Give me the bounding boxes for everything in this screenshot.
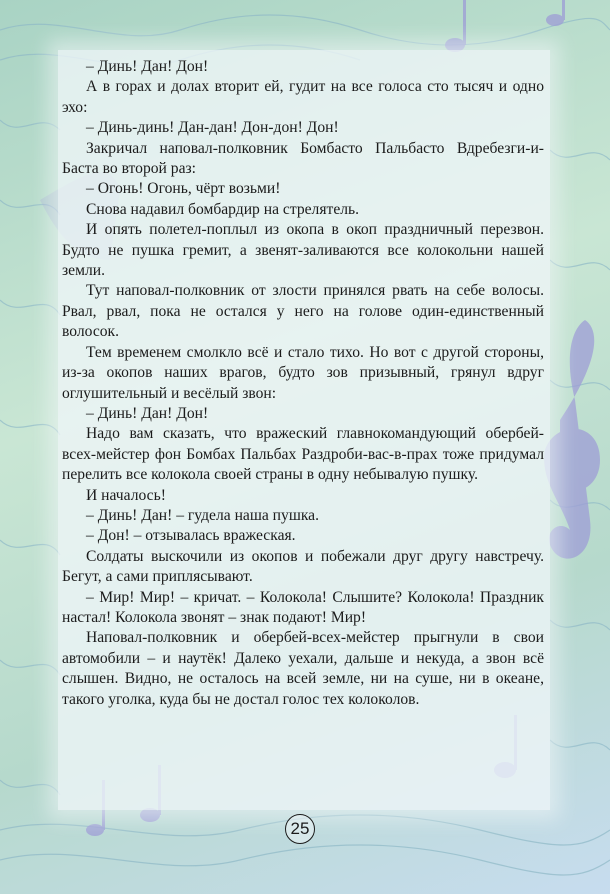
paragraph: – Дон! – отзывалась вражеская. [86,527,296,545]
page-number [285,814,315,844]
paragraph: Надо вам сказать, что вражеский главнокомандующий обербей-всех-мейстер фон Бомбах Пальбах Раздроби-вас-в-прах тоже придумал перелить все колокола своей страны в одну небывалую пушку. [62,425,544,484]
paragraph: И началось! [86,486,166,504]
treble-clef-shape [544,320,600,559]
paragraph: Тем временем смолкло всё и стало тихо. Но вот с другой стороны, из-за окопов наших врагов, будто зов призывный, грянул вдруг оглушительный и весёлый звон: [62,343,544,402]
paragraph: Тут наповал-полковник от злости принялся рвать на себе волосы. Рвал, рвал, пока не остался у него на голове один-единственный волосок. [62,282,544,341]
paragraph: – Динь! Дан! Дон! [86,404,209,422]
paragraph: – Динь! Дан! Дон! [86,58,209,75]
paragraph: Солдаты выскочили из окопов и побежали друг другу навстречу. Бегут, а сами приплясывают. [62,547,544,586]
paragraph: Снова надавил бомбардир на стрелятель. [86,200,360,218]
paragraph: – Огонь! Огонь, чёрт возьми! [86,180,281,198]
paragraph: И опять полетел-поплыл из окопа в окоп праздничный перезвон. Будто не пушка гремит, а звенят-заливаются все колокольни нашей земли. [62,221,544,280]
page-number-label: 25 [290,819,310,838]
paragraph: А в горах и долах вторит ей, гудит на все голоса сто тысяч и одно эхо: [62,78,544,116]
paragraph: – Динь-динь! Дан-дан! Дон-дон! Дон! [86,119,339,137]
paragraph: – Динь! Дан! – гудела наша пушка. [86,506,319,524]
paragraph: Закричал наповал-полковник Бомбасто Пальбасто Вдребезги-и-Баста во второй раз: [62,139,544,178]
paragraph: – Мир! Мир! – кричат. – Колокола! Слышите? Колокола! Праздник настал! Колокола звонят – знак подают! Мир! [62,588,544,626]
page-text [62,57,544,710]
paragraph: Наповал-полковник и обербей-всех-мейстер прыгнули в свои автомобили – и наутёк! Далеко уехали, дальше и некуда, а звон всё слышен. Видно, не осталось на всей земле, ни на суше, ни в океане, такого уголка, куда бы не достал голос тех колоколов. [62,629,544,708]
